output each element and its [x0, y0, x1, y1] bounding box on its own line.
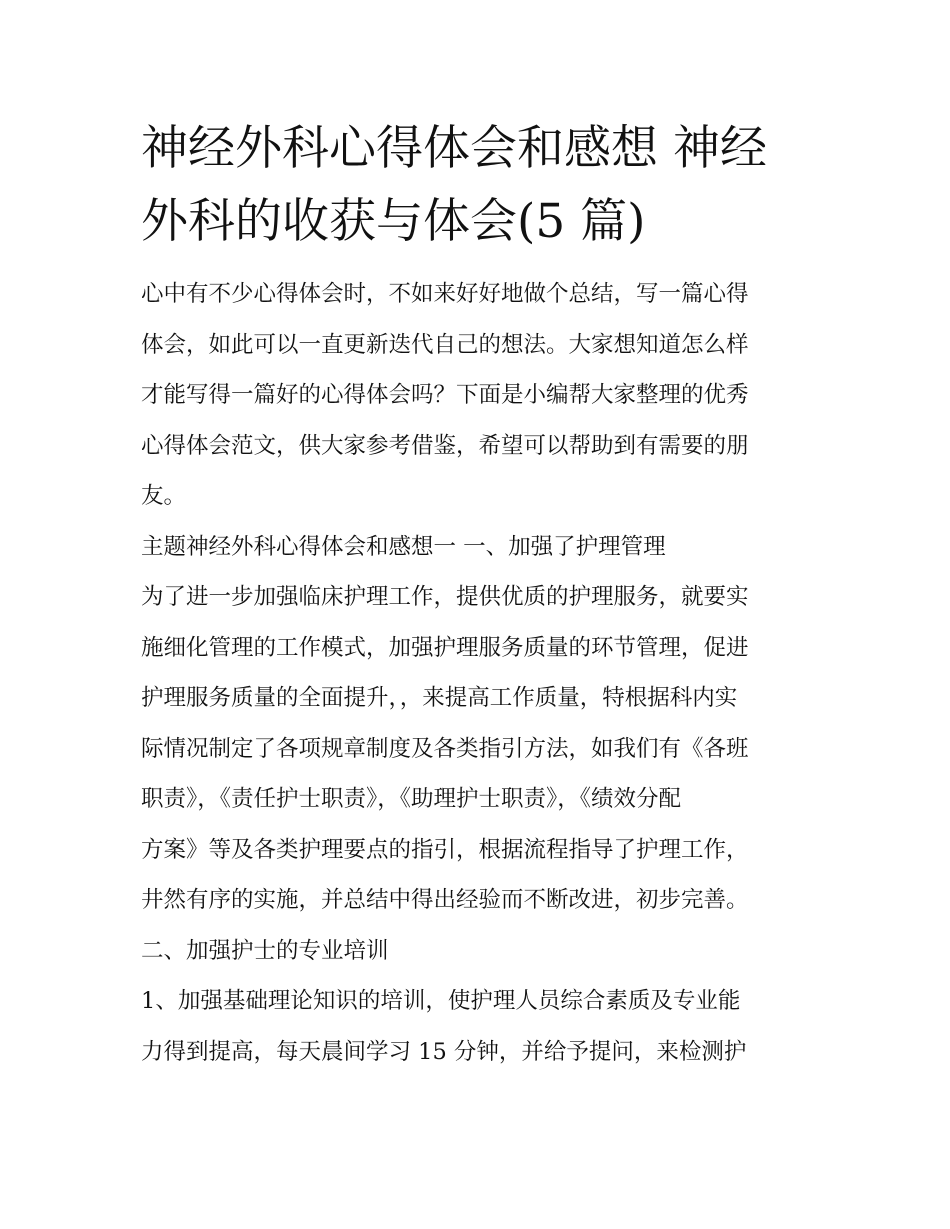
document-body [141, 112, 816, 1077]
section1-line-5: 职责》，《责任护士职责》，《助理护士职责》，《绩效分配 [141, 786, 682, 812]
intro-line-4: 心得体会范文，供大家参考借鉴，希望可以帮助到有需要的朋 [141, 432, 749, 459]
section2-paragraph [141, 976, 816, 1077]
section2-heading [141, 926, 816, 977]
section1-line-1: 为了进一步加强临床护理工作，提供优质的护理服务，就要实 [141, 584, 749, 610]
section1-line-7: 井然有序的实施，并总结中得出经验而不断改进，初步完善。 [141, 887, 749, 913]
section1-line-4: 际情况制定了各项规章制度及各类指引方法，如我们有《各班 [141, 735, 749, 762]
section1-line-3: 护理服务质量的全面提升，，来提高工作质量，特根据科内实 [141, 685, 738, 711]
section1-paragraph [141, 572, 816, 926]
intro-line-1: 心中有不少心得体会时，不如来好好地做个总结，写一篇心得 [141, 281, 749, 307]
document-title [141, 112, 816, 258]
intro-line-5: 友。 [141, 483, 187, 509]
section-heading [141, 522, 816, 573]
title-line-2: 外科的收获与体会(5 篇) [141, 194, 646, 249]
section2-line-2: 力得到提高，每天晨间学习 15 分钟，并给予提问，来检测护 [141, 1038, 747, 1065]
intro-line-2: 体会，如此可以一直更新迭代自己的想法。大家想知道怎么样 [141, 331, 749, 358]
section1-line-2: 施细化管理的工作模式，加强护理服务质量的环节管理，促进 [141, 634, 749, 661]
section1-line-6: 方案》等及各类护理要点的指引，根据流程指导了护理工作， [141, 836, 749, 863]
title-line-1: 神经外科心得体会和感想 神经 [141, 121, 767, 176]
section2-heading-text: 二、加强护士的专业培训 [141, 937, 389, 964]
intro-paragraph [141, 269, 816, 522]
section-heading-text: 主题神经外科心得体会和感想一 一、加强了护理管理 [141, 533, 666, 560]
intro-line-3: 才能写得一篇好的心得体会吗？下面是小编帮大家整理的优秀 [141, 382, 749, 408]
section2-line-1: 1、加强基础理论知识的培训，使护理人员综合素质及专业能 [141, 988, 741, 1014]
